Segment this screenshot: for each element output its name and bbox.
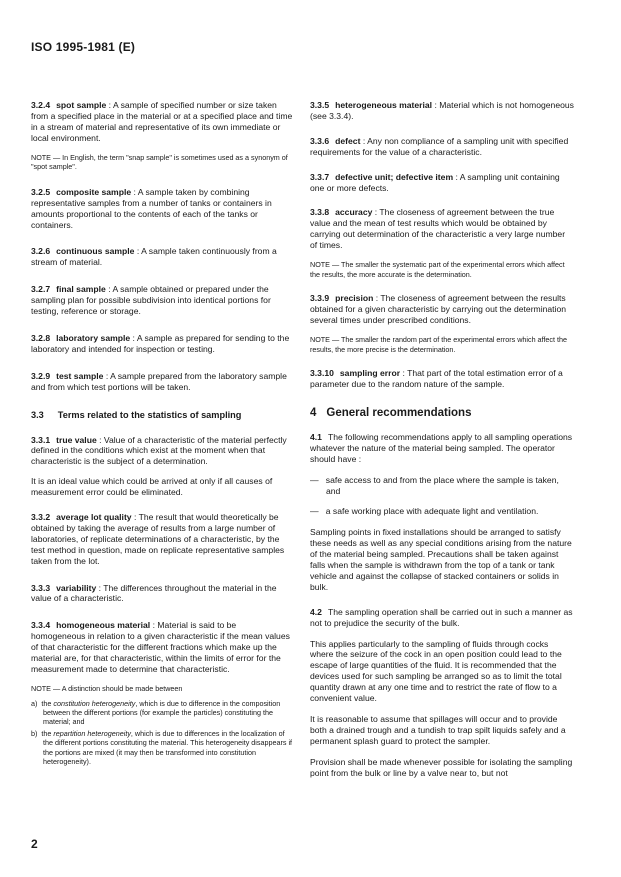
list-item <box>310 506 574 517</box>
paragraph-4-1 <box>310 432 574 465</box>
definition-text: : A sampling unit containing one or more defects. <box>310 171 560 193</box>
note-3-3-9: NOTE — The smaller the random part of the experimental errors which affect the results, the more precise is the determination. <box>310 334 567 354</box>
item-text: , which is due to difference in the composition between the different portions (for example the particles) constituting the material; and <box>43 698 281 727</box>
definition-text: : That part of the total estimation error of a parameter due to the random nature of the sample. <box>310 368 563 390</box>
left-column <box>31 100 293 766</box>
definition-3-3-7 <box>310 172 574 194</box>
clause-number: 3.2.8 <box>31 332 51 343</box>
definition-text: : A sample obtained or prepared under the sampling plan for possible subdivision into identical portions for testing, reference or storage. <box>31 284 271 317</box>
definition-3-3-8 <box>310 207 574 251</box>
list-item-text: safe access to and from the place where the sample is taken, and <box>325 474 559 496</box>
term: average lot quality <box>56 512 132 523</box>
clause-number: 3.3.10 <box>310 368 334 379</box>
definition-text: : A sample of specified number or size taken from a specified place in the material or at a specified place and time in a stream of material and representative of its own immediate or local environment. <box>31 100 293 143</box>
section-heading-3-3 <box>31 410 293 421</box>
clause-number: 3.3.2 <box>31 512 51 523</box>
note-item-a <box>31 699 293 727</box>
term: defective unit; defective item <box>335 171 454 182</box>
term: heterogeneous material <box>335 100 433 110</box>
term: defect <box>335 135 361 146</box>
term: composite sample <box>56 186 132 197</box>
paragraph-4-2-c: It is reasonable to assume that spillages will occur and to provide both a drained trough and a tundish to trap spilt liquids safely and a permanent splash guard to protect the sampler. <box>310 714 566 746</box>
term: variability <box>56 582 97 593</box>
clause-number: 3.3.9 <box>310 293 330 304</box>
definition-text: : A sample prepared from the laboratory sample and from which test portions will be taken. <box>31 370 287 392</box>
section-title: General recommendations <box>326 406 472 419</box>
section-heading-4 <box>310 408 574 419</box>
definition-3-2-7 <box>31 284 293 317</box>
term: laboratory sample <box>56 332 131 343</box>
clause-number: 3.3.3 <box>31 582 51 593</box>
definition-text: : A sample taken by combining representative samples from a number of tanks or containers in amounts proportional to the contents of each of the tanks or containers. <box>31 186 272 230</box>
term: test sample <box>56 370 104 381</box>
clause-number: 3.2.5 <box>31 186 51 197</box>
clause-number: 3.3.1 <box>31 434 51 445</box>
item-text: the <box>41 728 52 738</box>
right-column <box>310 100 574 779</box>
definition-3-3-3 <box>31 583 293 605</box>
definition-3-3-4 <box>31 620 293 675</box>
term: homogeneous material <box>56 620 151 631</box>
definition-text: : Material is said to be homogeneous in relation to a given characteristic if the mean values of that characteristic for the different fractions which make up the material are, for that characteristic, within the limits of error for the measurement made to determine that characteristic. <box>31 620 290 674</box>
paragraph-4-2 <box>310 607 574 629</box>
clause-number: 3.3.5 <box>310 100 330 110</box>
clause-number: 3.3.8 <box>310 207 330 218</box>
term: final sample <box>56 284 106 295</box>
definition-3-3-2 <box>31 512 293 567</box>
term: sampling error <box>339 368 401 379</box>
paragraph-4-2-d: Provision shall be made whenever possible for isolating the sampling point from the bulk or line by a valve near to, but not <box>310 756 573 778</box>
definition-3-3-5 <box>310 100 574 122</box>
clause-number: 4.2 <box>310 606 322 617</box>
paragraph-text: The following recommendations apply to all sampling operations whatever the nature of the material being sampled. The operator should have : <box>310 431 573 464</box>
dash-bullet: — <box>310 506 319 517</box>
section-number: 4 <box>310 406 317 419</box>
definition-text: : Any non compliance of a sampling unit with specified requirements for the value of a characteristic. <box>310 135 569 157</box>
note-3-2-4: NOTE — In English, the term "snap sample" is sometimes used as a synonym of "spot sample". <box>31 152 288 172</box>
definition-3-2-8 <box>31 333 293 355</box>
page-number: 2 <box>31 837 38 851</box>
definition-text: : A sample taken continuously from a stream of material. <box>31 246 277 268</box>
paragraph-4-2-b: This applies particularly to the sampling of fluids through cocks where the seizure of the cock in an open position could lead to the escape of large quantities of the fluid. It is recommended that the devices used for such sampling be arranged so as to limit the total quantity drawn at any one time and to restrict the rate of flow to a convenient value. <box>310 638 562 704</box>
clause-number: 3.2.9 <box>31 370 51 381</box>
clause-number: 3.3.7 <box>310 171 330 182</box>
item-label: b) <box>31 728 38 738</box>
item-label: a) <box>31 698 38 708</box>
term: precision <box>335 293 374 304</box>
definition-3-2-4 <box>31 100 293 144</box>
definition-3-3-10 <box>310 368 574 390</box>
clause-number: 4.1 <box>310 431 322 442</box>
note-3-3-8: NOTE — The smaller the systematic part of the experimental errors which affect the results, the more accurate is the determination. <box>310 260 565 279</box>
definition-3-2-5 <box>31 187 293 231</box>
list-item-text: a safe working place with adequate light and ventilation. <box>325 506 539 517</box>
term: spot sample <box>56 100 107 110</box>
note-item-b <box>31 729 293 767</box>
definition-text: : Material which is not homogeneous (see 3.3.4). <box>310 100 574 121</box>
paragraph-3-3-1: It is an ideal value which could be arrived at only if all causes of measurement error could be eliminated. <box>31 476 273 498</box>
item-term: repartition heterogeneity <box>53 728 131 738</box>
list-item <box>310 475 574 497</box>
clause-number: 3.2.7 <box>31 284 51 295</box>
definition-text: : The result that would theoretically be obtained by taking the average of results from a large number of laboratories, of replicate determinations of a characteristic, by the test method in question, made on replicate representative samples taken from the lot. <box>31 512 285 566</box>
definition-3-2-6 <box>31 246 293 268</box>
definition-text: : A sample as prepared for sending to the laboratory and intended for inspection or testing. <box>31 332 290 354</box>
clause-number: 3.2.6 <box>31 246 51 257</box>
note-3-3-4: NOTE — A distinction should be made between <box>31 683 183 693</box>
definition-3-2-9 <box>31 371 293 393</box>
definition-text: : The differences throughout the material in the value of a characteristic. <box>31 582 277 604</box>
item-text: the <box>41 698 52 708</box>
clause-number: 3.2.4 <box>31 100 51 110</box>
definition-3-3-1 <box>31 435 293 468</box>
term: accuracy <box>335 207 373 218</box>
dash-bullet: — <box>310 474 319 485</box>
paragraph-4-1-b: Sampling points in fixed installations should be arranged to satisfy these needs as well as any special conditions arising from the nature of the material being sampled. Precautions shall be taken against falls when the sample is withdrawn from the top of a tank or tank vehicle and against the collapse of stacked containers or solids in bulk. <box>310 527 572 592</box>
definition-text: : Value of a characteristic of the material perfectly defined in the conditions which exist at the moment when that characteristic is the subject of a determination. <box>31 434 287 467</box>
document-header: ISO 1995-1981 (E) <box>31 40 136 54</box>
clause-number: 3.3.6 <box>310 135 330 146</box>
item-term: constitution heterogeneity <box>53 698 136 708</box>
term: true value <box>56 434 97 445</box>
definition-text: : The closeness of agreement between the results obtained for a given characteristic by carrying out the determination several times under prescribed conditions. <box>310 293 567 326</box>
definition-3-3-6 <box>310 136 574 158</box>
paragraph-text: The sampling operation shall be carried out in such a manner as not to prejudice the security of the bulk. <box>310 606 573 628</box>
item-text: , which is due to differences in the localization of the different portions constituting the material. This heterogeneity disappears if the portions are mixed (it may then be transformed into constitution heterogeneity). <box>43 728 293 766</box>
clause-number: 3.3.4 <box>31 620 51 631</box>
term: continuous sample <box>56 246 135 257</box>
definition-text: : The closeness of agreement between the true value and the mean of test results which would be obtained by carrying out determination of the characteristic a very large number of times. <box>310 207 566 251</box>
section-title: Terms related to the statistics of sampling <box>57 409 242 420</box>
section-number: 3.3 <box>31 409 44 420</box>
definition-3-3-9 <box>310 293 574 326</box>
